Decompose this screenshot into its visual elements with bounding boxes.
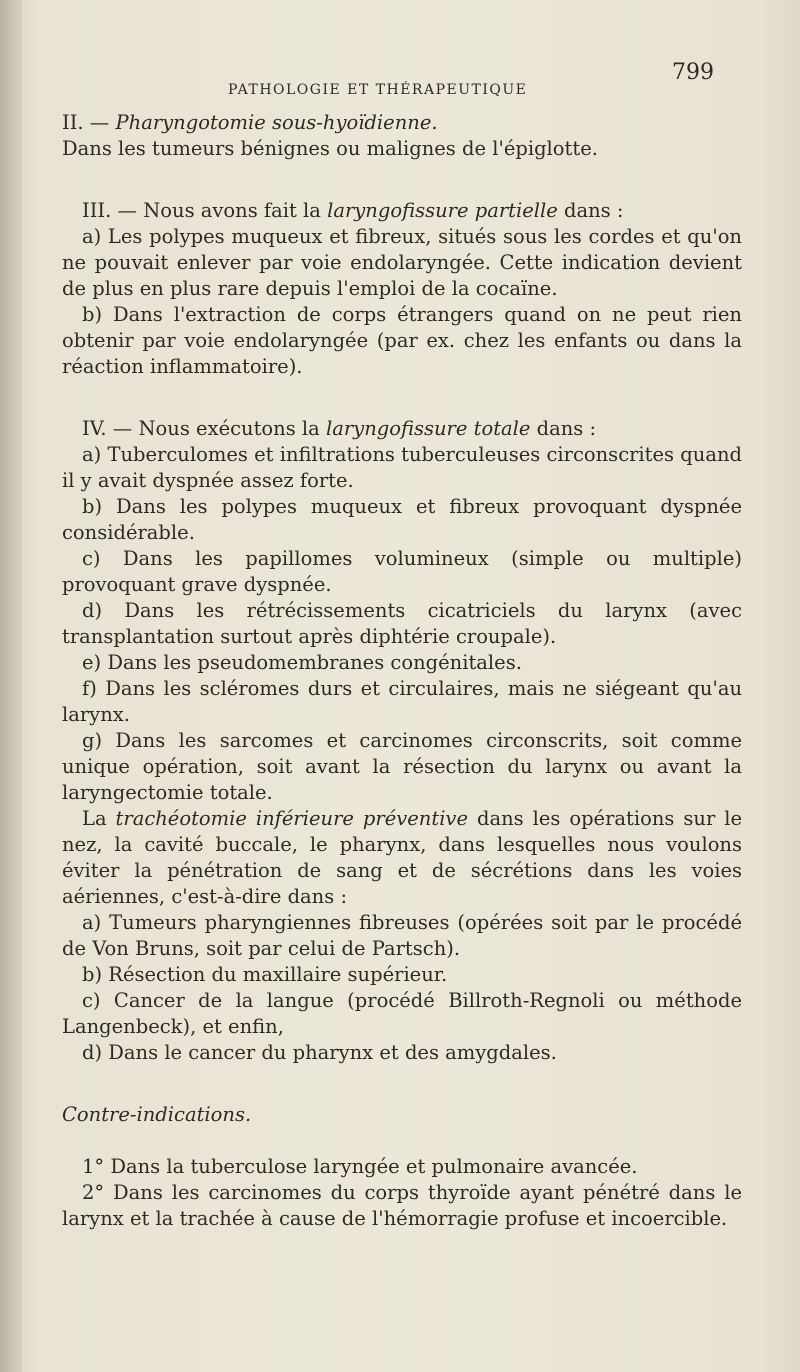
section-4-intro: IV. — Nous exécutons la laryngofissure totale dans : [82, 417, 597, 440]
tracheotomy-item-b: b) Résection du maxillaire supérieur. [82, 963, 448, 986]
section-4-item-g: g) Dans les sarcomes et carcinomes circonscrits, soit comme unique opération, soit avant la résection du larynx ou avant la laryngectomie totale. [62, 729, 742, 804]
section-4-item-f: f) Dans les scléromes durs et circulaires, mais ne siégeant qu'au larynx. [62, 677, 742, 726]
section-4-item-d: d) Dans les rétrécissements cicatriciels du larynx (avec transplantation surtout après diphtérie croupale). [62, 599, 742, 648]
body-text [62, 110, 742, 1232]
section-2-line: Dans les tumeurs bénignes ou malignes de l'épiglotte. [62, 137, 598, 160]
tracheotomy-item-c: c) Cancer de la langue (procédé Billroth-Regnoli ou méthode Langenbeck), et enfin, [62, 989, 742, 1038]
contra-item-2: 2° Dans les carcinomes du corps thyroïde ayant pénétré dans le larynx et la trachée à cause de l'hémorragie profuse et incoercible. [62, 1181, 742, 1230]
contra-indications-heading: Contre-indications. [62, 1103, 252, 1126]
tracheotomy-intro: La trachéotomie inférieure préventive dans les opérations sur le nez, la cavité buccale, le pharynx, dans lesquelles nous voulons éviter la pénétration de sang et de sécrétions dans les voies aériennes, c'est-à-dire dans : [62, 807, 742, 908]
tracheotomy-item-a: a) Tumeurs pharyngiennes fibreuses (opérées soit par le procédé de Von Bruns, soit par celui de Partsch). [62, 911, 742, 960]
running-head: PATHOLOGIE ET THÉRAPEUTIQUE [228, 82, 528, 98]
section-4-item-a: a) Tuberculomes et infiltrations tuberculeuses circonscrites quand il y avait dyspnée assez forte. [62, 443, 742, 492]
tracheotomy-item-d: d) Dans le cancer du pharynx et des amygdales. [82, 1041, 557, 1064]
section-4-item-c: c) Dans les papillomes volumineux (simple ou multiple) provoquant grave dyspnée. [62, 547, 742, 596]
section-2-title: II. — Pharyngotomie sous-hyoïdienne. [62, 111, 438, 134]
section-4-item-b: b) Dans les polypes muqueux et fibreux provoquant dyspnée considérable. [62, 495, 742, 544]
page-gutter [0, 0, 22, 1372]
section-3-item-b: b) Dans l'extraction de corps étrangers quand on ne peut rien obtenir par voie endolaryngée (par ex. chez les enfants ou dans la réaction inflammatoire). [62, 303, 742, 378]
section-4-item-e: e) Dans les pseudomembranes congénitales. [82, 651, 522, 674]
section-3-intro: III. — Nous avons fait la laryngofissure partielle dans : [82, 199, 624, 222]
section-3-item-a: a) Les polypes muqueux et fibreux, situés sous les cordes et qu'on ne pouvait enlever par voie endolaryngée. Cette indication devient de plus en plus rare depuis l'emploi de la cocaïne. [62, 225, 742, 300]
page-number: 799 [672, 60, 714, 85]
contra-item-1: 1° Dans la tuberculose laryngée et pulmonaire avancée. [82, 1155, 638, 1178]
